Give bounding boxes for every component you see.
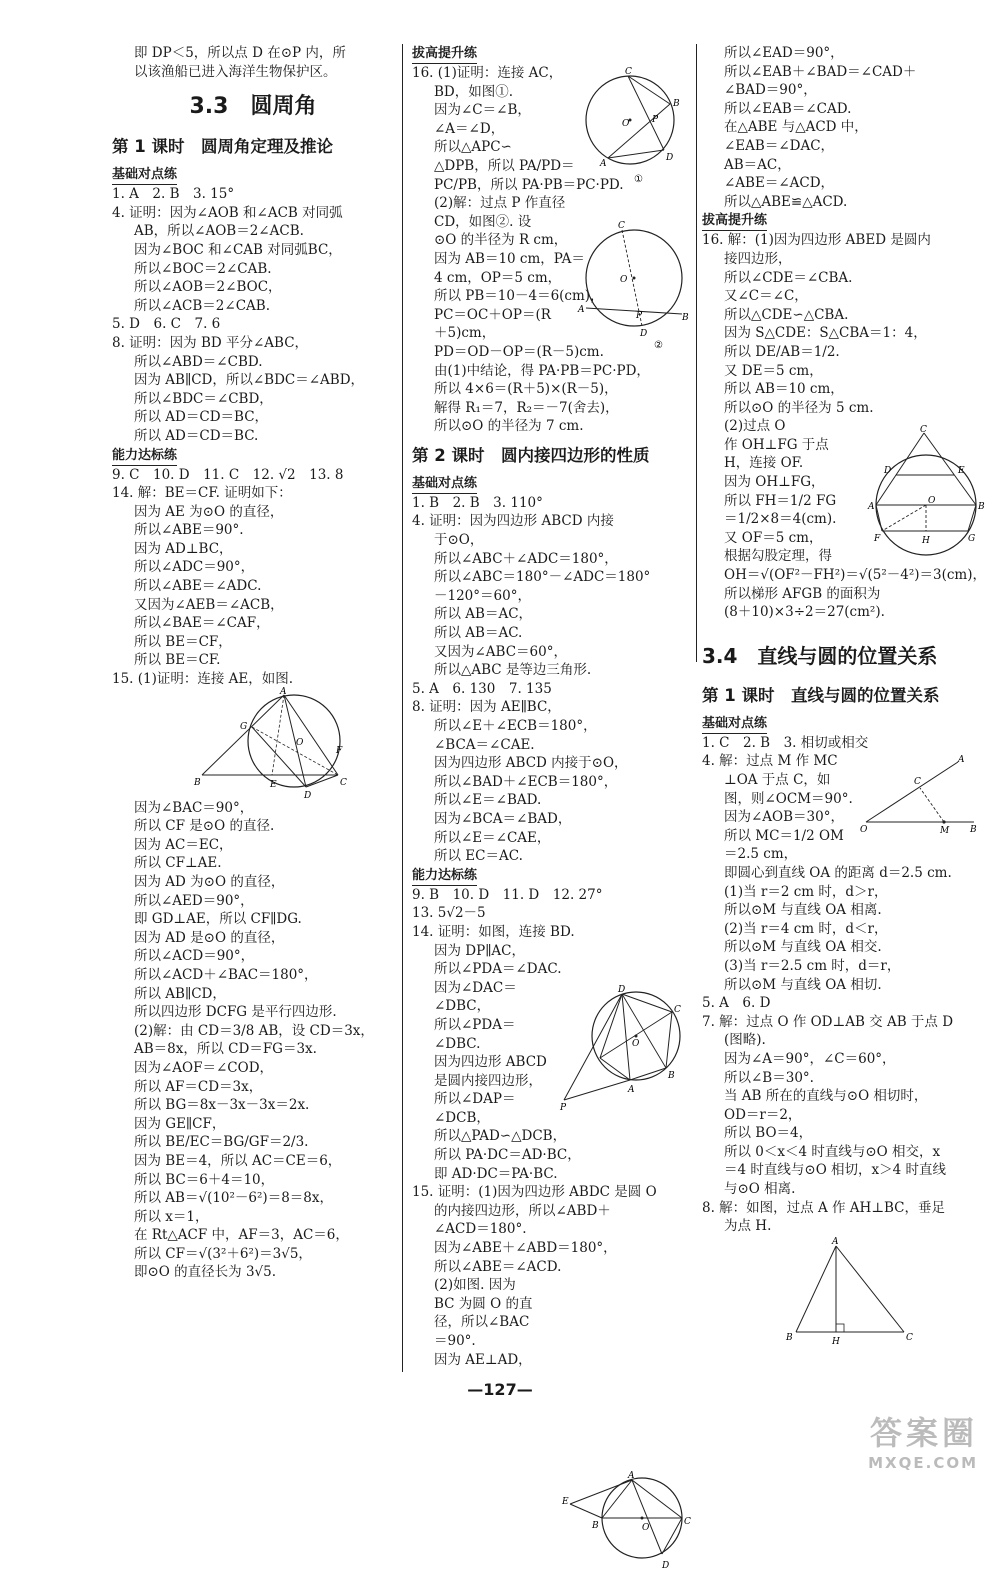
answer-line: 即 AD·DC＝PA·BC. [434,1165,558,1182]
column-3 [702,44,992,1348]
svg-text:C: C [674,1004,681,1015]
answer-line: 15. 证明：(1)因为四边形 ABDC 是圆 O [412,1184,657,1201]
category-label: 拔高提升练 [702,212,767,231]
answer-line: 因为 S△CDE：S△CBA＝1：4， [724,325,927,342]
answer-line: 15. (1)证明：连接 AE，如图. [112,671,294,688]
svg-text:C: C [914,776,921,787]
answer-line: 在 Rt△ACF 中，AF＝3，AC＝6， [134,1227,349,1244]
answer-line: 所以∠EAD＝90°， [724,45,844,61]
lesson-title: 第 2 课时 圆内接四边形的性质 [412,445,650,465]
answer-line: 所以 AB＝10 cm， [724,381,844,398]
answer-line: ＝2.5 cm， [724,846,798,863]
answer-line: (2)过点 O [724,418,786,435]
answer-line: 4 cm，OP＝5 cm， [434,269,562,286]
answer-block [412,494,692,866]
svg-text:A: A [578,305,585,315]
answer-line: 4. 解：过点 M 作 MC [702,753,838,770]
answer-line: 因为四边形 ABCD [434,1054,547,1071]
answer-line: ∠A＝∠D， [434,120,505,137]
answer-line: 所以 CF＝√(3²＋6²)＝3√5， [134,1245,312,1262]
svg-text:D: D [666,153,674,163]
answer-line: 所以 AB∥CD， [134,985,226,1002]
figure-label: F [336,745,343,756]
answer-line: 又因为∠AEB＝∠ACB， [134,596,284,613]
svg-text:M: M [940,825,950,836]
answer-line: 所以∠AOB＝2∠BOC， [134,279,282,296]
answer-line: ∠BCA＝∠CAE. [434,736,535,753]
answer-line: 所以∠ABD＝∠CBD. [134,353,263,370]
answer-line: 所以∠CDE＝∠CBA. [724,269,853,286]
answer-line: 所以∠E＝∠CAE， [434,829,551,846]
answer-line: 所以∠ACD＋∠BAC＝180°， [134,966,318,983]
svg-text:A: A [600,159,607,169]
answer-line: 4. 证明：因为∠AOB 和∠ACB 对同弧 [112,204,343,221]
answer-line: 因为 GE∥CF， [134,1115,226,1132]
svg-text:②: ② [654,340,663,351]
answer-line: (图略). [724,1032,766,1049]
geometry-figure [192,686,352,801]
watermark-url: MXQE.COM [868,1454,978,1472]
figure-label: D [304,790,312,801]
answer-line: 8. 证明：因为 BD 平分∠ABC， [112,334,309,351]
answer-line: 由(1)中结论，得 PA·PB＝PC·PD， [434,362,650,379]
answer-line: ＝1/2×8＝4(cm). [724,511,837,528]
answer-line: 因为∠A＝90°，∠C＝60°， [724,1050,896,1067]
geometry-figure [560,984,692,1113]
answer-line: 当 AB 所在的直线与⊙O 相切时， [724,1088,928,1105]
answer-line: CD，如图②. 设 [434,213,532,230]
intro-text [112,44,394,81]
answer-line: 16. 解：(1)因为四边形 ABED 是圆内 [702,232,931,249]
answer-line: ∠EAB＝∠DAC， [724,137,835,154]
answer-line: 因为 DP∥AC， [434,942,526,959]
section-title: 3.3 圆周角 [189,94,317,120]
answer-line: －120°＝60°， [434,587,531,604]
answer-line: △DPB，所以 PA/PD＝ [434,157,575,174]
answer-block [112,185,394,445]
svg-text:C: C [625,67,632,77]
answer-line: 所以△ABC 是等边三角形. [434,662,592,679]
answer-line: 所以∠ACB＝2∠CAB. [134,297,271,314]
answer-line: 以该渔船已进入海洋生物保护区。 [134,63,337,80]
answer-line: 即圆心到直线 OA 的距离 d＝2.5 cm. [724,864,952,881]
answer-line: 所以 CF 是⊙O 的直径. [134,818,275,835]
svg-text:A: A [868,502,875,513]
answer-line: 5. D 6. C 7. 6 [112,316,221,333]
answer-line: 因为 AE⊥AD， [434,1351,532,1368]
svg-text:H: H [832,1336,840,1347]
answer-line: 所以 BE/EC＝BG/GF＝2/3. [134,1134,309,1151]
answer-line: 13. 5√2－5 [412,905,486,922]
answer-line: 所以 PA·DC＝AD·BC， [434,1147,581,1164]
svg-text:D: D [884,466,892,477]
answer-line: AB，所以∠AOB＝2∠ACB. [134,223,304,240]
answer-line: 因为 BE＝4，所以 AC＝CE＝6， [134,1152,342,1169]
answer-line: 14. 证明：如图，连接 BD. [412,923,575,940]
answer-line: 所以∠BAD＋∠ECB＝180°， [434,773,618,790]
category-label: 基础对点练 [412,475,477,494]
answer-line: 5. A 6. D [702,995,771,1012]
answer-line: ∠DBC. [434,1035,481,1052]
answer-line: ⊙O 的半径为 R cm， [434,232,568,249]
answer-line: (1)当 r＝2 cm 时，d＞r， [724,883,888,900]
answer-line: ∠DBC， [434,998,491,1015]
answer-line: 所以△CDE∽△CBA. [724,306,849,323]
answer-line: PC/PB，所以 PA·PB＝PC·PD. [434,176,624,193]
answer-line: 所以∠B＝30°. [724,1069,814,1086]
answer-line: PD＝OD－OP＝(R－5)cm. [434,343,604,360]
answer-block [702,44,992,211]
answer-line: PC＝OC＋OP＝(R [434,306,551,323]
answer-line: 即⊙O 的直径长为 3√5. [134,1264,277,1281]
answer-line: 所以 AD＝CD＝BC， [134,409,269,426]
svg-text:B: B [978,502,985,513]
answer-line: 所以∠ABC＝180°－∠ADC＝180° [434,569,651,586]
geometry-figure [578,64,690,184]
column-1 [112,44,394,1282]
answer-line: 所以 AF＝CD＝3x， [134,1078,263,1095]
answer-line: 又 DE＝5 cm， [724,362,823,379]
answer-line: H，连接 OF. [724,455,804,472]
watermark [868,1408,978,1472]
answer-line: 所以∠EAB＋∠BAD＝∠CAD＋ [724,63,917,80]
answer-line: 因为 AB∥CD，所以∠BDC＝∠ABD， [134,372,365,389]
answer-line: 所以梯形 AFGB 的面积为 [724,585,881,602]
svg-text:C: C [684,1516,691,1527]
answer-line: 所以⊙O 的半径为 7 cm. [434,418,584,435]
answer-line: ＝90°. [434,1333,476,1349]
answer-line: 1. C 2. B 3. 相切或相交 [702,734,869,751]
column-divider [696,44,697,662]
answer-line: 所以∠ABE＝90°. [134,522,244,539]
answer-line: 所以 FH＝1/2 FG [724,492,837,509]
answer-line: ＝4 时直线与⊙O 相切，x＞4 时直线 [724,1162,947,1179]
svg-text:O: O [860,824,868,835]
answer-line: ＋5)cm， [434,325,496,342]
answer-line: 根据勾股定理，得 [724,548,832,565]
answer-line: 的内接四边形，所以∠ABD＋ [434,1202,611,1219]
answer-line: 因为 OH⊥FG， [724,474,825,491]
svg-text:B: B [970,824,977,835]
answer-block [412,886,692,1369]
answer-line: 因为∠DAC＝ [434,979,517,996]
answer-line: 所以 AB＝√(10²－6²)＝8＝8x， [134,1190,333,1207]
answer-line: 因为 AB＝10 cm，PA＝ [434,250,585,267]
answer-line: 所以∠E＋∠ECB＝180°， [434,718,597,734]
answer-line: 9. C 10. D 11. C 12. √2 13. 8 [112,466,344,483]
answer-line: 所以△PAD∽△DCB， [434,1128,567,1145]
svg-text:O: O [620,275,628,285]
column-divider [402,44,403,1372]
answer-line: 所以∠ABC＋∠ADC＝180°， [434,550,618,567]
answer-line: OD＝r＝2， [724,1106,802,1123]
answer-line: 径，所以∠BAC [434,1314,530,1331]
answer-line: 因为∠AOF＝∠COD， [134,1059,274,1076]
figure-label: A [280,686,287,697]
answer-line: 所以⊙O 的半径为 5 cm. [724,399,874,416]
answer-line: 8. 证明：因为 AE∥BC， [412,699,561,716]
answer-line: 接四边形， [724,250,792,267]
answer-line: 因为∠BCA＝∠BAD， [434,810,572,827]
answer-line: 又因为∠ABC＝60°， [434,643,567,660]
answer-line: 所以△APC∽ [434,139,512,156]
answer-line: 因为∠AOB＝30°， [724,809,844,826]
answer-line: AB＝AC， [724,156,791,173]
answer-line: 所以∠BDC＝∠CBD， [134,390,273,407]
answer-line: 为点 H. [724,1218,772,1235]
answer-line: ∠BAD＝90°， [724,82,817,99]
answer-line: 所以四边形 DCFG 是平行四边形. [134,1004,337,1021]
answer-line: 所以∠EAB＝∠CAD. [724,100,852,117]
answer-line: 所以∠DAP＝ [434,1091,516,1108]
watermark-logo: 答案圈 [869,1414,978,1452]
answer-line: 所以△ABE≌△ACD. [724,193,848,210]
answer-block [112,466,394,689]
svg-text:A: A [628,1470,635,1481]
geometry-figure [858,754,978,834]
answer-line: (3)当 r＝2.5 cm 时，d＝r， [724,957,901,974]
answer-line: 即 DP＜5，所以点 D 在⊙P 内，所 [134,45,346,61]
answer-line: 所以⊙M 与直线 OA 相交. [724,939,882,956]
answer-line: 因为∠C＝∠B， [434,102,531,119]
svg-text:A: A [628,1084,635,1095]
answer-line: 所以∠ABE＝∠ADC. [134,578,262,595]
answer-line: AB＝8x，所以 CD＝FG＝3x. [134,1041,317,1058]
answer-line: 因为 AC＝EC， [134,836,233,853]
answer-line: 7. 解：过点 O 作 OD⊥AB 交 AB 于点 D [702,1013,954,1030]
answer-line: 1. B 2. B 3. 110° [412,494,543,511]
answer-line: ∠DCB， [434,1109,490,1126]
answer-line: 所以 PB＝10－4＝6(cm)， [434,288,604,305]
answer-line: 所以 BG＝8x－3x－3x＝2x. [134,1097,310,1114]
answer-line: 所以 BC＝6＋4＝10， [134,1171,275,1188]
svg-text:D: D [662,1560,670,1571]
answer-line: 所以 BE＝CF. [134,652,221,669]
category-label: 拔高提升练 [412,45,477,64]
answer-line: 9. B 10. D 11. D 12. 27° [412,886,603,903]
svg-text:B: B [673,99,680,109]
figure-label: C [340,777,347,788]
svg-text:F: F [874,534,881,545]
svg-text:O: O [632,1038,640,1049]
answer-line: 所以 MC＝1/2 OM [724,827,844,844]
answer-line: 8. 解：如图，过点 A 作 AH⊥BC，垂足 [702,1199,946,1216]
answer-line: 作 OH⊥FG 于点 [724,436,829,453]
answer-line: 即 GD⊥AE，所以 CF∥DG. [134,911,302,928]
lesson-title: 第 1 课时 直线与圆的位置关系 [702,685,940,705]
answer-line: 又∠C＝∠C， [724,288,808,305]
figure-label: G [240,721,248,732]
answer-block [112,799,394,1282]
answer-line: 所以⊙M 与直线 OA 相切. [724,976,882,993]
answer-line: 所以∠ACD＝90°， [134,948,255,965]
svg-text:D: D [640,329,648,339]
figure-label: E [270,779,277,790]
answer-line: 因为∠ABE＋∠ABD＝180°， [434,1240,617,1257]
svg-text:E: E [562,1496,569,1507]
answer-line: (8＋10)×3÷2＝27(cm²). [724,604,885,621]
answer-line: 所以 DE/AB＝1/2. [724,343,840,360]
answer-line: 所以 BO＝4， [724,1125,813,1142]
svg-text:C: C [906,1332,913,1343]
answer-line: 与⊙O 相离. [724,1181,796,1198]
answer-line: 所以∠E＝∠BAD. [434,792,542,809]
answer-line: 所以∠AED＝90°， [134,892,254,909]
category-label: 基础对点练 [702,715,767,734]
answer-line: 又 OF＝5 cm， [724,529,823,546]
svg-text:H: H [922,536,930,547]
answer-line: (2)当 r＝4 cm 时，d＜r， [724,920,888,937]
svg-text:D: D [618,984,626,995]
category-label: 能力达标练 [112,447,177,466]
section-title: 3.4 直线与圆的位置关系 [702,643,938,668]
lesson-title: 第 1 课时 圆周角定理及推论 [112,137,333,157]
answer-line: (2)如图. 因为 [434,1277,516,1294]
svg-text:A: A [832,1236,839,1247]
svg-text:C: C [618,221,625,231]
answer-line: 1. A 2. B 3. 15° [112,186,235,203]
answer-line: 所以 AB＝AC， [434,606,533,623]
svg-text:C: C [920,425,927,436]
answer-line: 因为 AE 为⊙O 的直径， [134,503,284,520]
answer-line: OH＝√(OF²－FH²)＝√(5²－4²)＝3(cm)， [724,567,986,584]
answer-line: 解得 R₁＝7，R₂＝－7(舍去)， [434,399,619,416]
page-number: —127— [467,1380,533,1399]
answer-line: (2)解：过点 P 作直径 [434,195,566,212]
answer-line: 因为 AD 是⊙O 的直径， [134,929,285,946]
answer-line: 4. 证明：因为四边形 ABCD 内接 [412,513,614,530]
answer-line: 因为∠BOC 和∠CAB 对同弧BC， [134,241,342,258]
answer-line: 所以⊙M 与直线 OA 相离. [724,902,882,919]
svg-text:E: E [958,466,965,477]
svg-text:B: B [786,1332,793,1343]
answer-line: (2)解：由 CD＝3/8 AB，设 CD＝3x， [134,1022,374,1039]
answer-line: 所以∠PDA＝∠DAC. [434,961,562,978]
answer-line: BC 为圆 O 的直 [434,1295,533,1312]
answer-line: 所以∠BAE＝∠CAF， [134,615,270,632]
answer-line: 14. 解：BE＝CF. 证明如下： [112,485,292,502]
answer-line: ⊥OA 于点 C，如 [724,772,831,788]
category-label: 能力达标练 [412,867,477,886]
answer-line: 图，则∠OCM＝90°. [724,790,853,807]
answer-line: 因为四边形 ABCD 内接于⊙O， [434,755,628,772]
answer-line: 所以 AD＝CD＝BC. [134,427,259,444]
answer-line: 因为 AD 为⊙O 的直径， [134,874,285,890]
answer-line: 于⊙O， [434,532,484,549]
geometry-figure [782,1236,922,1348]
svg-text:P: P [636,311,643,321]
answer-line: 所以 EC＝AC. [434,848,523,865]
svg-text:①: ① [634,174,643,185]
answer-line: 因为∠BAC＝90°， [134,799,254,816]
figure-label: O [296,737,304,748]
answer-line: BD，如图①. [434,83,514,100]
answer-line: 所以∠PDA＝ [434,1016,516,1033]
answer-line: ∠ABE＝∠ACD， [724,175,835,192]
svg-text:B: B [682,313,689,323]
svg-text:A: A [958,754,965,765]
answer-line: 是圆内接四边形， [434,1072,542,1089]
answer-line: 在△ABE 与△ACD 中， [724,119,868,136]
geometry-figure [868,427,988,563]
answer-line: 所以∠BOC＝2∠CAB. [134,260,272,277]
answer-line: 所以∠ADC＝90°， [134,559,255,576]
svg-text:P: P [652,115,659,125]
answer-line: 16. (1)证明：连接 AC， [412,65,563,81]
answer-line: 所以 0＜x＜4 时直线与⊙O 相交，x [724,1143,941,1160]
geometry-figure [576,222,692,350]
geometry-figure [562,1472,692,1572]
answer-line: 所以∠ABE＝∠ACD. [434,1258,562,1275]
svg-text:O: O [928,496,936,507]
svg-text:O: O [622,119,630,129]
answer-line: 5. A 6. 130 7. 135 [412,680,552,697]
svg-text:P: P [560,1102,567,1113]
answer-line: ∠ACD＝180°. [434,1221,527,1238]
svg-text:B: B [592,1520,599,1531]
figure-label: B [194,777,201,788]
svg-text:G: G [968,534,976,545]
answer-line: 所以 4×6＝(R＋5)×(R－5)， [434,381,618,398]
category-label: 基础对点练 [112,166,177,185]
answer-line: 所以 AB＝AC. [434,625,523,642]
svg-text:O: O [642,1522,650,1533]
answer-line: 因为 AD⊥BC， [134,540,233,557]
answer-line: 所以 x＝1， [134,1208,209,1225]
answer-line: 所以 CF⊥AE. [134,855,222,872]
answer-line: 所以 BE＝CF， [134,633,232,650]
svg-text:B: B [668,1070,675,1081]
